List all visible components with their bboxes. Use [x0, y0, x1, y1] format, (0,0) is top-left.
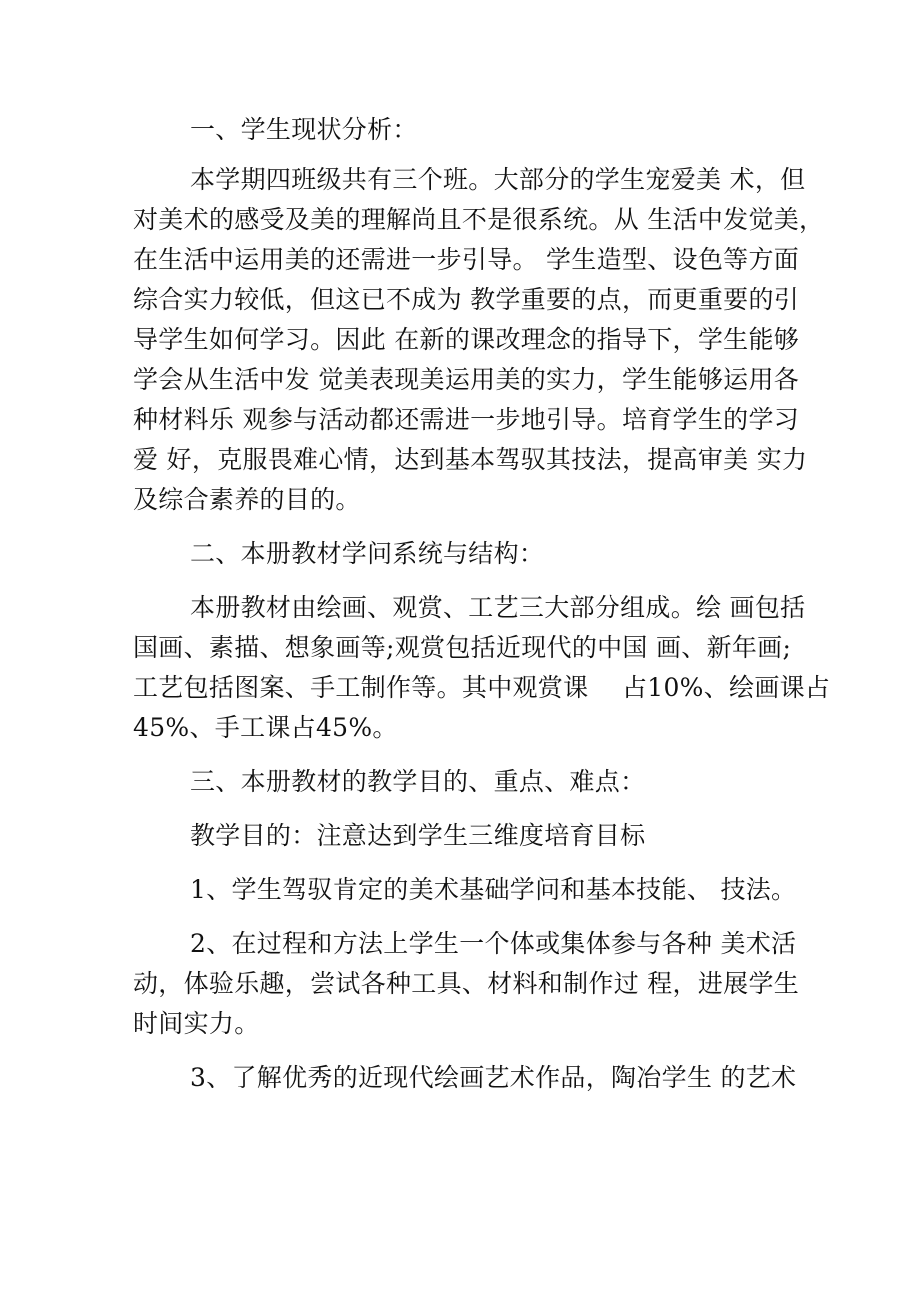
- section2-paragraph: [133, 588, 831, 748]
- section2-heading-text: 二、本册教材学问系统与结构：: [190, 539, 545, 568]
- section1-line-1: 本学期四班级共有三个班。大部分的学生宠爱美 术，但: [190, 165, 806, 194]
- goal-intro: [133, 816, 798, 856]
- section2-line-1: 本册教材由绘画、观赏、工艺三大部分组成。绘 画包括: [190, 593, 806, 622]
- goal2-line-2: 动，体验乐趣，尝试各种工具、材料和制作过 程，进展学生: [133, 969, 800, 998]
- goal-item-1: [133, 870, 798, 910]
- section1-line-9: 及综合素养的目的。: [133, 485, 361, 514]
- goal2-line-1: 2、在过程和方法上学生一个体或集体参与各种 美术活: [190, 929, 797, 958]
- goal-item-1-text: 1、学生驾驭肯定的美术基础学问和基本技能、 技法。: [190, 875, 797, 904]
- section2-line-3: 工艺包括图案、手工制作等。其中观赏课 占10%、绘画课占: [133, 673, 831, 702]
- section1-paragraph: [133, 160, 825, 520]
- section1-line-2: 对美术的感受及美的理解尚且不是很系统。从 生活中发觉美，: [133, 205, 825, 234]
- goal-item-3: [133, 1058, 798, 1098]
- section1-heading-text: 一、学生现状分析：: [190, 115, 418, 144]
- section1-line-3: 在生活中运用美的还需进一步引导。 学生造型、设色等方面: [133, 245, 800, 274]
- goal-item-3-text: 3、了解优秀的近现代绘画艺术作品，陶冶学生 的艺术: [190, 1063, 797, 1092]
- section1-line-5: 导学生如何学习。因此 在新的课改理念的指导下，学生能够: [133, 325, 800, 354]
- section2-line-2: 国画、素描、想象画等;观赏包括近现代的中国 画、新年画;: [133, 633, 792, 662]
- section1-line-4: 综合实力较低，但这已不成为 教学重要的点，而更重要的引: [133, 285, 800, 314]
- section1-line-6: 学会从生活中发 觉美表现美运用美的实力，学生能够运用各: [133, 365, 800, 394]
- document-page: [133, 110, 831, 1098]
- goal-item-2: [133, 924, 798, 1044]
- section1-line-8: 爱 好，克服畏难心情，达到基本驾驭其技法，提高审美 实力: [133, 445, 808, 474]
- section1-heading: [133, 110, 798, 150]
- section2-heading: [133, 534, 798, 574]
- section3-heading-text: 三、本册教材的教学目的、重点、难点：: [190, 767, 646, 796]
- goal-intro-text: 教学目的：注意达到学生三维度培育目标: [190, 821, 646, 850]
- section2-line-4: 45%、手工课占45%。: [133, 713, 398, 742]
- goal2-line-3: 时间实力。: [133, 1009, 260, 1038]
- section1-line-7: 种材料乐 观参与活动都还需进一步地引导。培育学生的学习: [133, 405, 800, 434]
- section3-heading: [133, 762, 798, 802]
